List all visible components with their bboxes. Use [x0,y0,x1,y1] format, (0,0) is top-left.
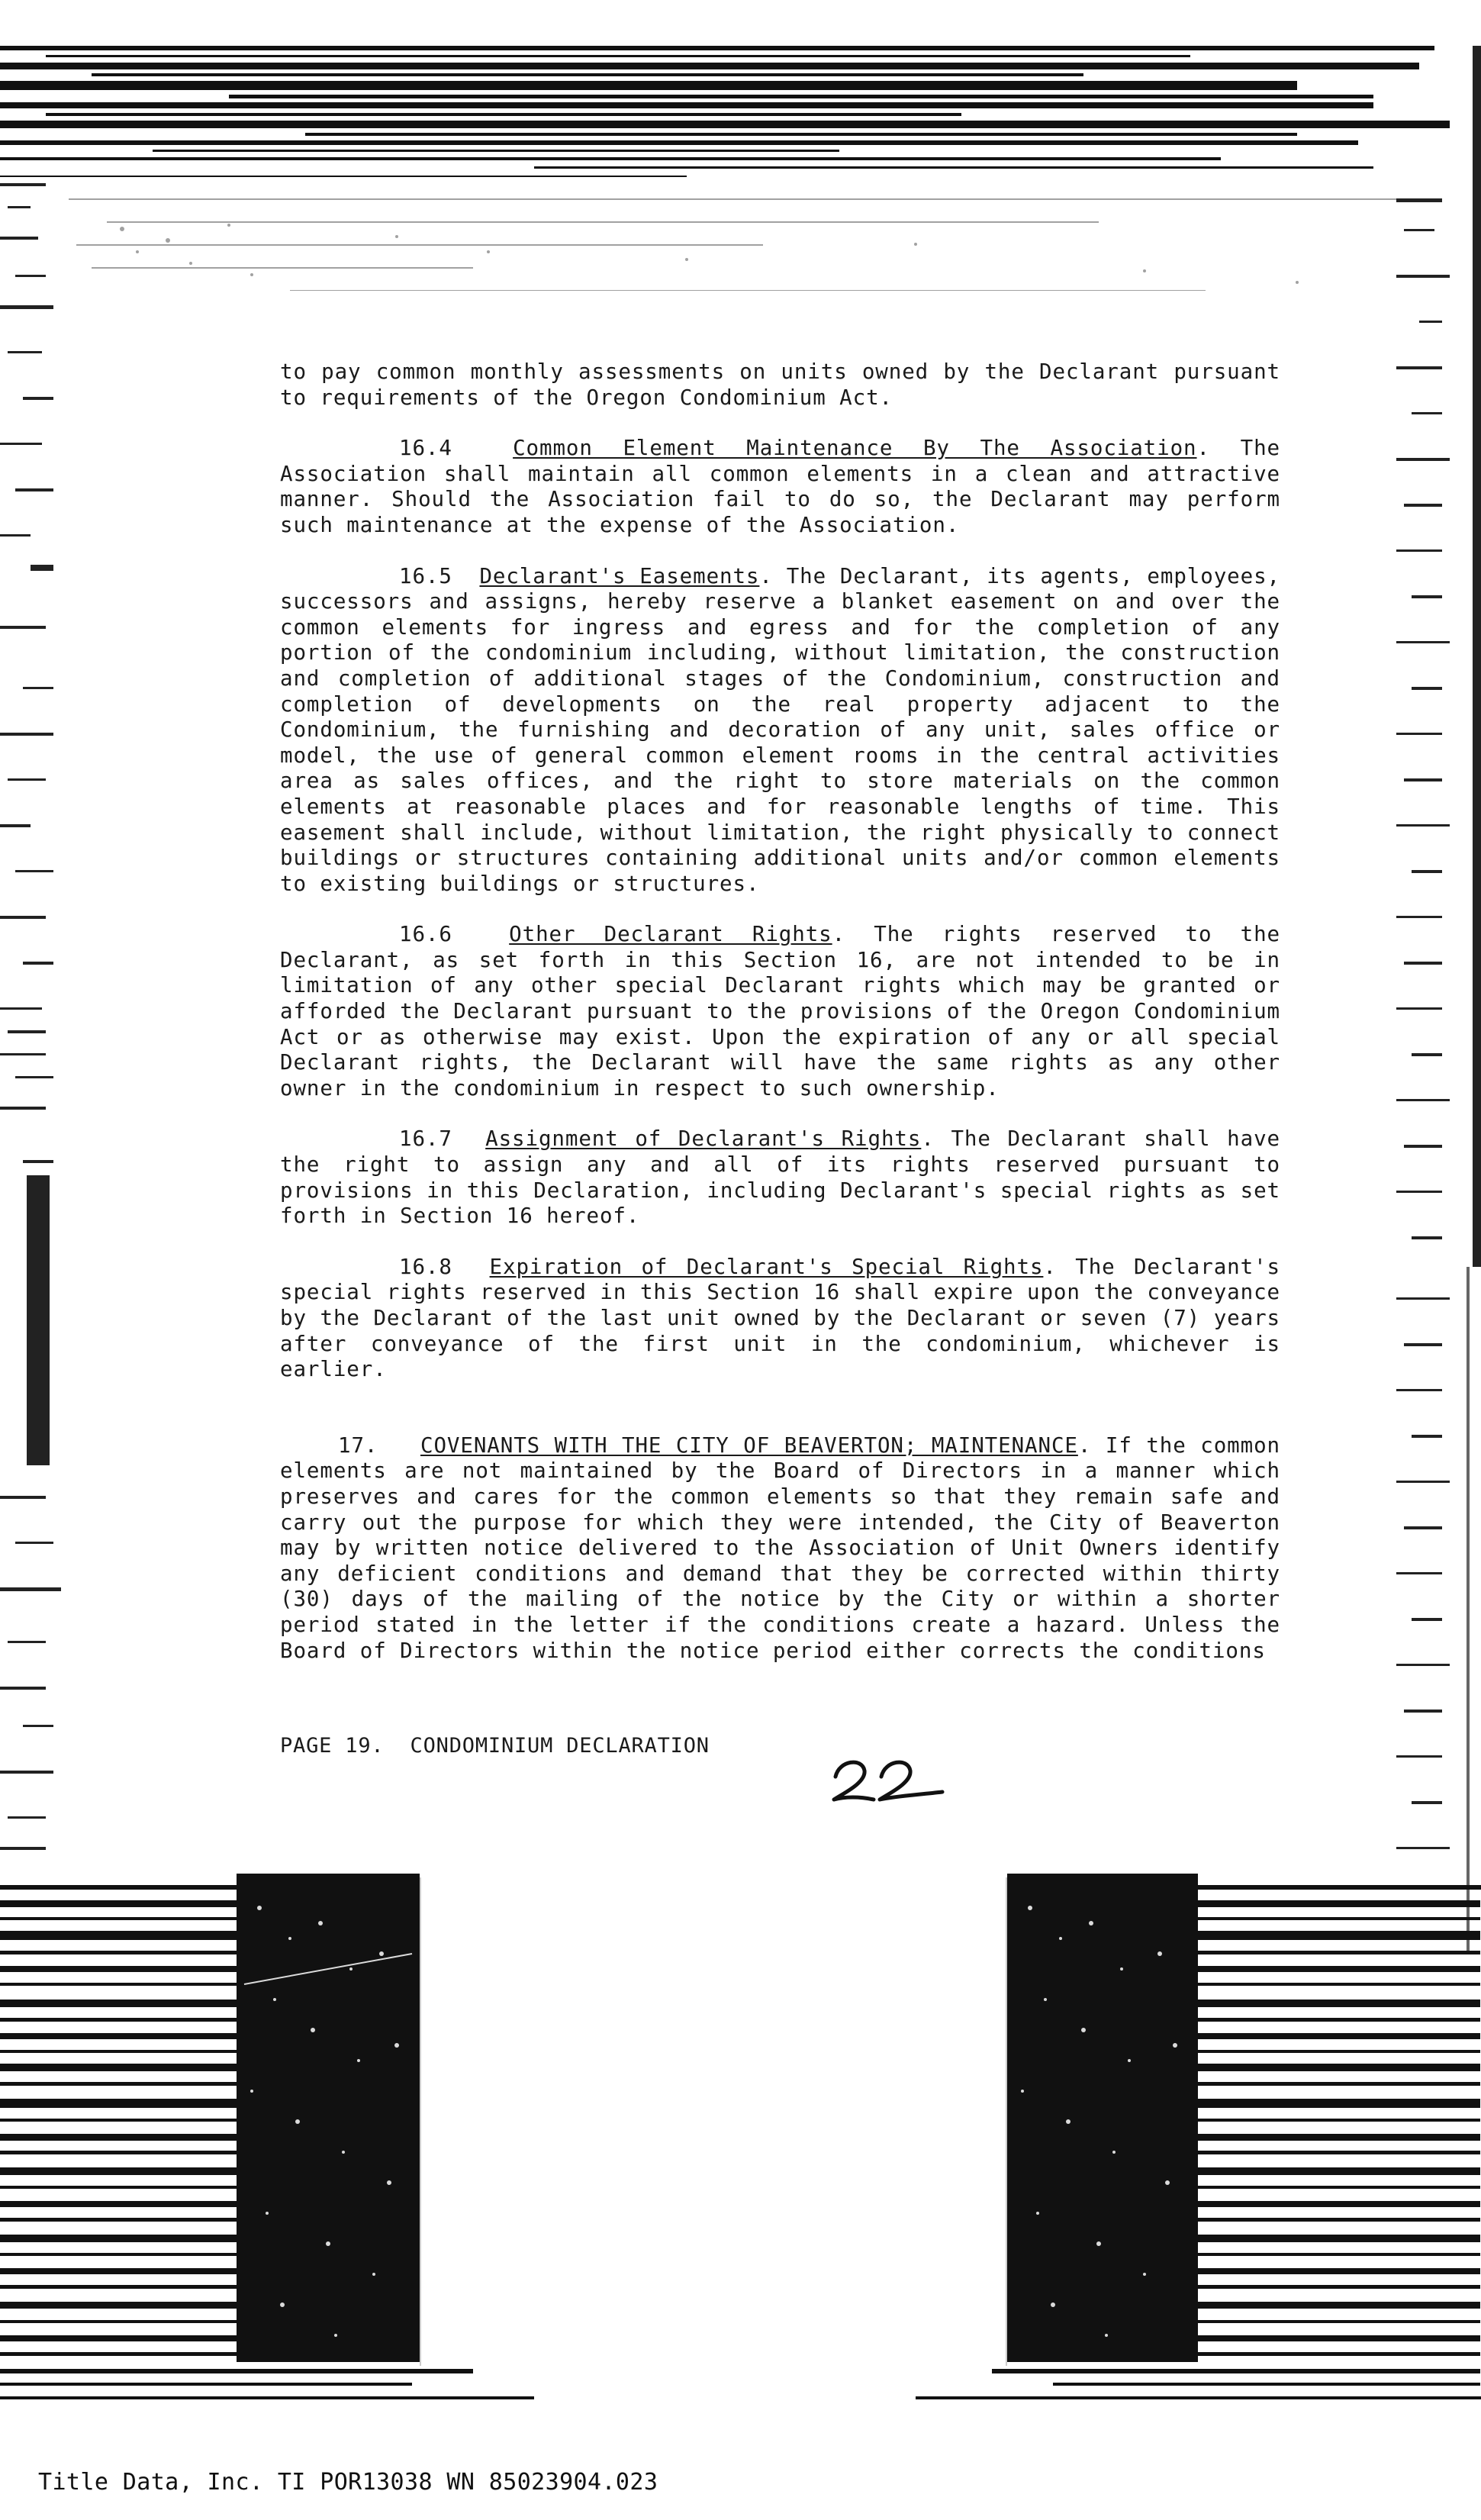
title-data-stamp: Title Data, Inc. TI POR13038 WN 85023904.023 [38,2469,658,2496]
top-speck-area [69,198,1396,291]
article-17 [280,1433,1280,1664]
bottom-left-scan-block [0,1874,534,2399]
left-margin-marks [0,183,61,1850]
heading-period: . [921,1126,951,1152]
section-16-5 [280,564,1280,897]
section-number: 16.6 [399,922,452,947]
section-number: 16.7 [399,1126,452,1152]
section-heading: Common Element Maintenance By The Association [513,436,1197,461]
section-number: 16.8 [399,1254,452,1279]
section-16-6 [280,922,1280,1101]
article-number: 17. [338,1432,378,1458]
section-number: 16.5 [399,563,452,588]
section-heading: Declarant's Easements [479,563,760,588]
section-body: The Declarant's special rights reserved in this Section 16 shall expire upon the conveyance by the Declarant of the last unit owned by the Declarant or seven (7) years after conveyance of the first unit in the condominium, whichever is earlier. [280,1254,1280,1382]
page-edge-left [420,1877,421,2366]
section-16-7 [280,1126,1280,1229]
document-body [280,359,1280,1664]
page-footer: PAGE 19. CONDOMINIUM DECLARATION [280,1734,710,1758]
article-body: If the common elements are not maintained by the Board of Directors in a manner which preserves and cares for the common elements so that they remain safe and carry out the purpose for which they were intended, the City of Beaverton may by written notice delivered to the Association of Unit Owners identify any deficient conditions and demand that they be corrected within thirty (30) days of the mailing of the notice by the City or within a shorter period stated in the letter if the conditions create a hazard. Unless the Board of Directors within the notice period either corrects the conditions [280,1432,1280,1663]
handwritten-page-number [820,1746,973,1815]
heading-period: . [832,922,874,947]
right-edge-line-faint [1467,1267,1470,1954]
bottom-right-scan-block [916,1874,1481,2399]
section-16-4 [280,436,1280,538]
intro-paragraph: to pay common monthly assessments on units owned by the Declarant pursuant to requirements of the Oregon Condominium Act. [280,359,1280,410]
page-edge-right [1006,1877,1007,2366]
section-heading: Assignment of Declarant's Rights [485,1126,922,1152]
heading-period: . [1043,1254,1076,1279]
heading-period: . [1077,1432,1106,1458]
section-body: The Declarant, its agents, employees, successors and assigns, hereby reserve a blanket easement on and over the common elements for ingress and egress and for the completion of any portion of the condominium including, without limitation, the construction and completion of additional stages of the Condominium, construction and completion of developments on the real property adjacent to the Condominium, the furnishing and decoration of any unit, sales office or model, the use of general common element rooms in the central activities area as sales offices, and the right to store materials on the common elements at reasonable places and for reasonable lengths of time. This easement shall include, without limitation, the right physically to connect buildings or structures containing additional units and/or common elements to existing buildings or structures. [280,563,1280,896]
section-body: The rights reserved to the Declarant, as set forth in this Section 16, are not intended to be in limitation of any other special Declarant rights which may be granted or afforded the Declarant pursuant to the provisions of the Oregon Condominium Act or as otherwise may exist. Upon the expiration of any or all special Declarant rights, the Declarant will have the same rights as any other owner in the condominium in respect to such ownership. [280,922,1280,1100]
article-heading: COVENANTS WITH THE CITY OF BEAVERTON; MAINTENANCE [420,1432,1078,1458]
section-body: The Association shall maintain all common elements in a clean and attractive manner. Should the Association fail to do so, the Declarant may perform such maintenance at the expense of the Association. [280,436,1280,537]
section-16-8 [280,1255,1280,1383]
heading-period: . [759,563,787,588]
section-heading: Expiration of Declarant's Special Rights [489,1254,1044,1279]
right-margin-marks [1396,198,1450,1849]
top-scan-streaks [0,46,1450,177]
heading-period: . [1196,436,1241,461]
section-number: 16.4 [399,436,452,461]
section-heading: Other Declarant Rights [509,922,832,947]
section-body: The Declarant shall have the right to assign any and all of its rights reserved pursuant to provisions in this Declaration, including Declarant's special rights as set forth in Section 16 hereof. [280,1126,1280,1229]
right-edge-line [1473,46,1481,1267]
